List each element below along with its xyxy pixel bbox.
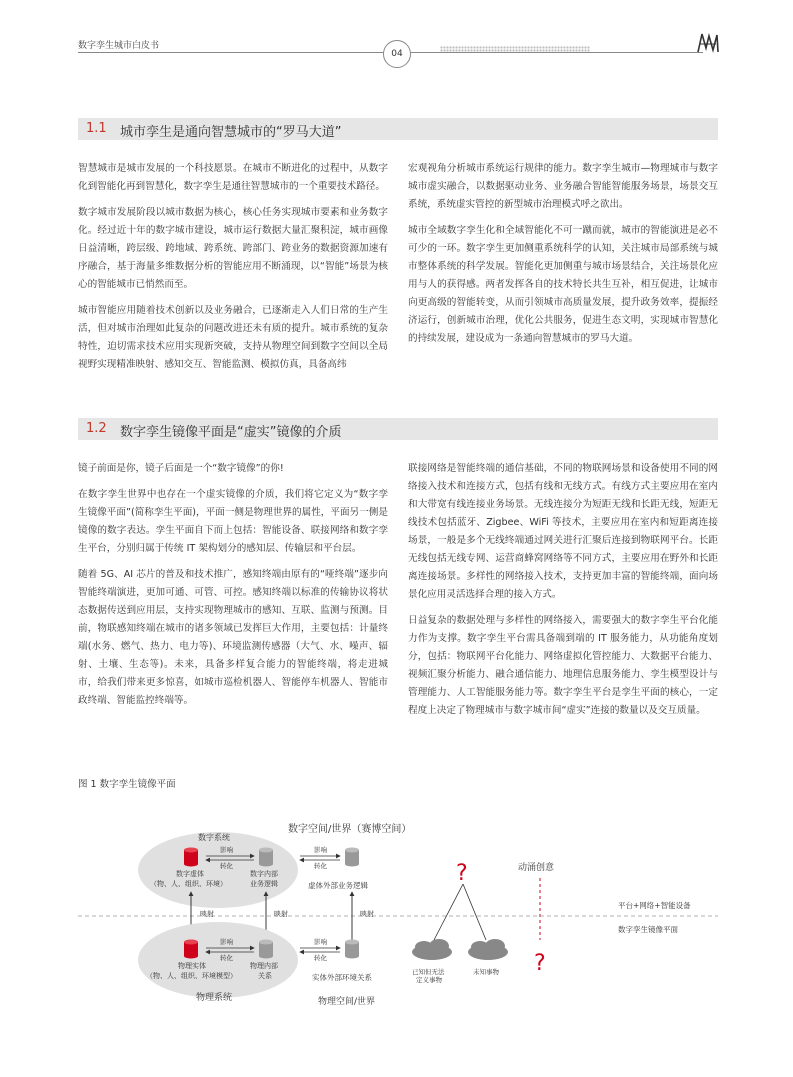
emergence-label: 动涌创意	[518, 863, 555, 873]
entity-external-db-icon	[345, 940, 359, 959]
paragraph: 日益复杂的数据处理与多样性的网络接入，需要强大的数字孪生平台化能力作为支撑。数字孪生平台需具备端到端的 IT 服务能力，从功能角度划分，包括：物联网平台化能力、网络虚拟化管控能力、大数据平台能力、视频汇聚分析能力、融合通信能力、地理信息服务能力、孪生模型设计与管理能力、人工智能服务能力等。数字孪生平台是孪生平面的核心，一定程度上决定了物理城市与数字城市间“虚实”连接的数量以及交互质量。	[408, 615, 718, 716]
section1-left-column	[78, 160, 388, 382]
digital-space-label: 数字空间/世界（赛博空间）	[288, 824, 412, 835]
physical-system-label: 物理系统	[196, 993, 233, 1003]
question-mark-bottom: ?	[534, 951, 546, 976]
platform-stack-label: 平台+网络+智能设备	[618, 901, 691, 910]
digital-entity-label: 数字虚体	[176, 870, 204, 878]
physical-internal-db-icon	[259, 940, 273, 959]
paragraph: 城市全域数字孪生化和全域智能化不可一蹴而就，城市的智能演进是必不可少的一环。数字孪生更加侧重系统科学的认知，关注城市局部系统与城市整体系统的科学发展。智能化更加侧重与城市场景结合，关注场景化应用与人的获得感。两者发挥各自的技术特长共生互补，相互促进，让城市向更高级的智能转变，从而引领城市高质量发展，提升政务效率，提振经济运行，创新城市治理，优化公共服务，促进生态文明，实现城市智慧化的持续发展，建设成为一条通向智慧城市的罗马大道。	[408, 225, 718, 344]
page-number: 04	[383, 40, 411, 68]
header-dot-pattern	[440, 46, 590, 52]
influence-label-2: 影响	[314, 846, 327, 854]
paragraph: 联接网络是智能终端的通信基础，不同的物联网场景和设备使用不同的网络接入技术和连接方式，包括有线和无线方式。有线方式主要应用在室内和大带宽有线连接业务场景。无线连接分为短距无线和长距无线，短距无线技术包括蓝牙、Zigbee、WiFi 等技术，主要应用在室内和短距离连接场景，一般是多个无线终端通过网关进行汇聚后连接到物联网平台。长距无线包括无线专网、运营商蜂窝网络等不同方式，主要应用在野外和长距离连接场景。多样性的网络接入技术，支持更加丰富的智能终端，面向场景化应用灵活选择合理的接入方式。	[408, 463, 718, 600]
paragraph: 宏观视角分析城市系统运行规律的能力。数字孪生城市—物理城市与数字城市虚实融合，以数据驱动业务、业务融合智能智能服务场景，场景交互系统，系统虚实管控的新型城市治理模式呼之欲出。	[408, 163, 718, 210]
transform-label-2: 转化	[314, 862, 327, 870]
paragraph: 镜子前面是你，镜子后面是一个“数字镜像”的你!	[78, 463, 284, 474]
digital-system-label: 数字系统	[198, 833, 230, 842]
physical-system-ellipse	[138, 922, 298, 998]
figure-caption: 图 1 数字孪生镜像平面	[78, 779, 176, 790]
physical-internal-label: 物理内部	[250, 962, 278, 970]
mapping-label-2: 映射	[274, 910, 288, 918]
physical-entity-sub: （物、人、组织、环境模型）	[146, 972, 237, 980]
section2-right-column	[408, 460, 718, 728]
transform-label-3: 转化	[220, 954, 233, 962]
section-number: 1.1	[86, 121, 107, 136]
digital-twin-mirror-diagram	[78, 800, 718, 1020]
physical-entity-db-icon	[184, 940, 198, 959]
digital-entity-db-icon	[184, 848, 198, 867]
unknown-label: 未知事物	[473, 968, 499, 976]
section-header-1-1	[78, 118, 718, 140]
unknown-cloud-icon	[468, 939, 508, 960]
digital-internal-sub: 业务逻辑	[250, 880, 278, 888]
known-undefined-cloud-icon	[412, 939, 452, 960]
transform-label-4: 转化	[314, 954, 327, 962]
transform-label: 转化	[220, 862, 233, 870]
known-undefined-label-2: 定义事物	[416, 976, 442, 984]
mapping-label-3: 映射	[360, 910, 374, 918]
paragraph: 随着 5G、AI 芯片的普及和技术推广，感知终端由原有的“哑终端”逐步向智能终端演进，更加可通、可管、可控。感知终端以标准的传输协议将状态数据传送到应用层，支持实现物理城市的感知、互联、监测与预测。目前，物联感知终端在城市的诸多领域已发挥巨大作用，主要包括：计量终端(水务、燃气、热力、电力等)、环境监测传感器（大气、水、噪声、辐射、土壤、生态等)。未来，具备多样复合能力的智能终端，将走进城市，给我们带来更多惊喜，如城市巡检机器人、智能停车机器人、智能市政终端、智能监控终端等。	[78, 569, 388, 706]
known-undefined-label: 已知但无法	[412, 968, 445, 976]
mapping-label-1: 映射	[200, 910, 214, 918]
mirror-plane-label: 数字孪生镜像平面	[618, 925, 678, 934]
influence-label-3: 影响	[220, 938, 233, 946]
paragraph: 在数字孪生世界中也存在一个虚实镜像的介质，我们将它定义为“数字孪生镜像平面”(简称孪生平面)，平面一侧是物理世界的属性，平面另一侧是镜像的数字表达。孪生平面自下而上包括：智能设备、联接网络和数字孪生平台，分别归属于传统 IT 架构划分的感知层、传输层和平台层。	[78, 489, 388, 554]
physical-space-label: 物理空间/世界	[318, 997, 376, 1007]
influence-label-4: 影响	[314, 938, 327, 946]
physical-internal-sub: 关系	[258, 972, 272, 980]
paragraph: 数字城市发展阶段以城市数据为核心，核心任务实现城市要素和业务数字化。经过近十年的数字城市建设，城市运行数据大量汇聚积淀，城市画像日益清晰，跨层级、跨地域、跨系统、跨部门、跨业务的数据资源加速有序融合，基于海量多维数据分析的智能应用不断涌现，以“智能”场景为核心的智能城市已悄然而至。	[78, 207, 388, 290]
digital-internal-db-icon	[259, 848, 273, 867]
entity-external-label: 实体外部环境关系	[312, 973, 372, 982]
header-title: 数字孪生城市白皮书	[78, 41, 160, 51]
virtual-external-label: 虚体外部业务逻辑	[308, 881, 368, 890]
paragraph: 智慧城市是城市发展的一个科技愿景。在城市不断进化的过程中，从数字化到智能化再到智慧化，数字孪生是通往智慧城市的一个重要技术路径。	[78, 163, 388, 192]
section1-right-column	[408, 160, 718, 356]
section-number: 1.2	[86, 421, 107, 436]
digital-internal-label: 数字内部	[250, 870, 278, 878]
influence-label: 影响	[220, 846, 233, 854]
digital-entity-sub: （物、人、组织、环境）	[150, 880, 227, 888]
section-title: 数字孪生镜像平面是“虚实”镜像的介质	[120, 425, 342, 440]
physical-entity-label: 物理实体	[178, 962, 206, 970]
paragraph: 城市智能应用随着技术创新以及业务融合，已逐渐走入人们日常的生产生活，但对城市治理如此复杂的问题改进还未有质的提升。城市系统的复杂特性，迫切需求技术应用实现新突破，支持从物理空间到数字空间以全局视野实现精准映射、感知交互、智能监测、模拟仿真，具备高纬	[78, 305, 388, 370]
section-title: 城市孪生是通向智慧城市的“罗马大道”	[120, 125, 342, 140]
virtual-external-db-icon	[345, 848, 359, 867]
section-header-1-2	[78, 418, 718, 440]
question-mark-top: ?	[456, 861, 468, 886]
section2-left-column	[78, 460, 388, 718]
logo-icon	[695, 30, 721, 56]
